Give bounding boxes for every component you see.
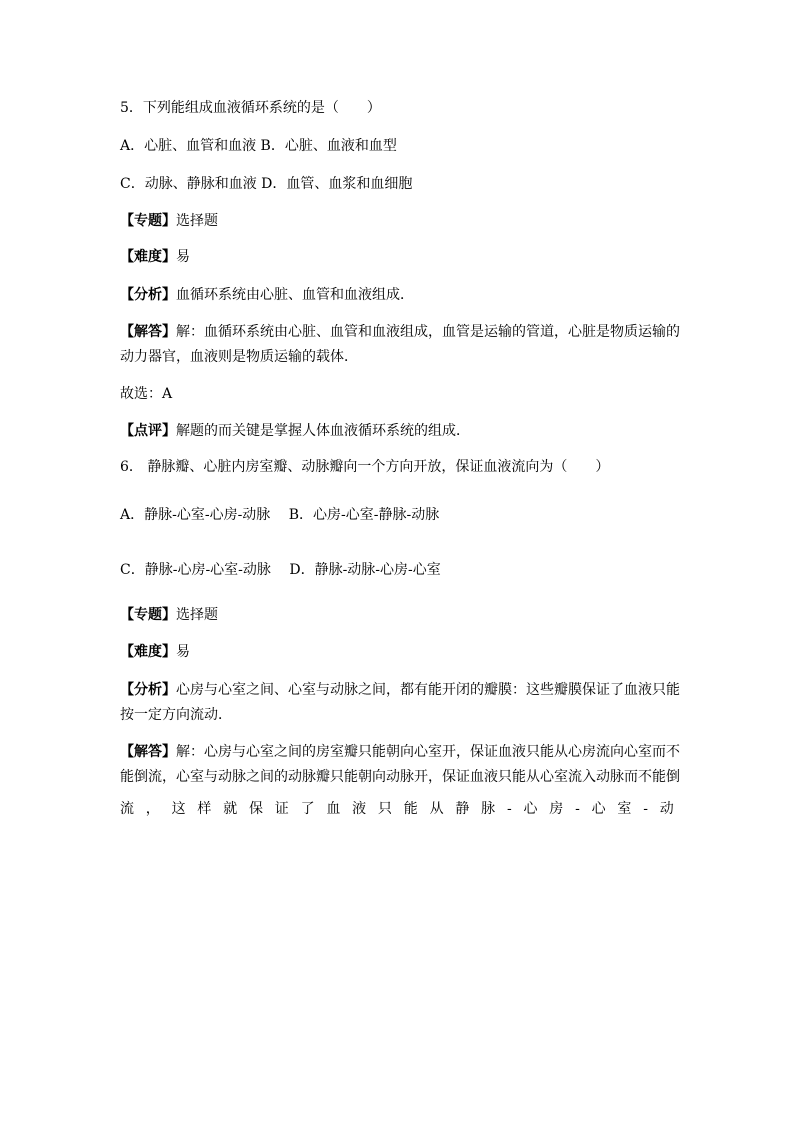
answer-line3-char: 只 (377, 801, 392, 817)
comment-tag: 【点评】 (120, 423, 176, 439)
topic-value: 选择题 (176, 607, 218, 623)
difficulty-value: 易 (176, 249, 190, 265)
comment-text: 解题的而关键是掌握人体血液循环系统的组成． (176, 423, 470, 439)
answer-line3-char: - (575, 801, 580, 817)
answer-line3-char: 液 (352, 801, 367, 817)
answer-line3-char: 静 (455, 801, 470, 817)
q6-options-ab: A．静脉-心室-心房-动脉 B．心房-心室-静脉-动脉 (120, 507, 440, 523)
q5-options-cd: C．动脉、静脉和血液 D．血管、血浆和血细胞 (120, 176, 413, 192)
q5-difficulty (120, 248, 190, 266)
answer-line3-char: ， (145, 801, 160, 817)
answer-text-line1: 解：心房与心室之间的房室瓣只能朝向心室开，保证血液只能从心房流向心室而不 (176, 744, 680, 760)
answer-line3-char: 保 (248, 801, 263, 817)
answer-line3-char: 从 (429, 801, 444, 817)
q5-analysis (120, 286, 414, 304)
q6-answer (120, 743, 680, 761)
answer-line3-char: - (643, 801, 648, 817)
topic-tag: 【专题】 (120, 607, 176, 623)
answer-line3-char: 脉 (481, 801, 496, 817)
answer-line3-char: 心 (591, 801, 606, 817)
difficulty-value: 易 (176, 644, 190, 660)
q6-topic (120, 606, 218, 624)
answer-tag: 【解答】 (120, 744, 176, 760)
answer-line3-char: 这 (171, 801, 186, 817)
q6-answer-line2: 能倒流，心室与动脉之间的动脉瓣只能朝向动脉开，保证血液只能从心室流入动脉而不能倒 (120, 769, 680, 785)
answer-line3-char: 证 (274, 801, 289, 817)
answer-line3-char: 了 (300, 801, 315, 817)
q5-comment (120, 422, 470, 440)
topic-value: 选择题 (176, 213, 218, 229)
answer-line3-char: 血 (326, 801, 341, 817)
analysis-text-line1: 心房与心室之间、心室与动脉之间，都有能开闭的瓣膜：这些瓣膜保证了血液只能 (176, 682, 680, 698)
answer-line3-char: 房 (549, 801, 564, 817)
q5-answer (120, 323, 680, 341)
q5-answer-line2: 动力器官，血液则是物质运输的载体． (120, 349, 358, 365)
q5-choice: 故选：A (120, 386, 173, 402)
q6-analysis (120, 681, 680, 699)
q5-topic (120, 212, 218, 230)
answer-line3-char: - (506, 801, 512, 817)
q6-difficulty (120, 643, 190, 661)
answer-tag: 【解答】 (120, 324, 176, 340)
answer-line3-char: 流 (120, 801, 134, 817)
analysis-tag: 【分析】 (120, 287, 176, 303)
q6-stem: 6． 静脉瓣、心脏内房室瓣、动脉瓣向一个方向开放，保证血液流向为（ ） (120, 459, 610, 475)
analysis-tag: 【分析】 (120, 682, 176, 698)
answer-line3-char: 样 (197, 801, 212, 817)
answer-line3-char: 就 (223, 801, 238, 817)
answer-text-line1: 解：血循环系统由心脏、血管和血液组成，血管是运输的管道，心脏是物质运输的 (176, 324, 680, 340)
difficulty-tag: 【难度】 (120, 644, 176, 660)
difficulty-tag: 【难度】 (120, 249, 176, 265)
q5-stem: 5．下列能组成血液循环系统的是（ ） (120, 100, 381, 116)
answer-line3-char: 能 (403, 801, 418, 817)
answer-line3-char: 动 (659, 801, 674, 817)
q5-options-ab: A．心脏、血管和血液 B．心脏、血液和血型 (120, 138, 397, 154)
q6-answer-line3 (120, 800, 674, 818)
topic-tag: 【专题】 (120, 213, 176, 229)
q6-options-cd: C．静脉-心房-心室-动脉 D．静脉-动脉-心房-心室 (120, 562, 441, 578)
answer-line3-char: 心 (523, 801, 538, 817)
analysis-text: 血循环系统由心脏、血管和血液组成． (176, 287, 414, 303)
answer-line3-char: 室 (617, 801, 632, 817)
q6-analysis-line2: 按一定方向流动． (120, 707, 232, 723)
